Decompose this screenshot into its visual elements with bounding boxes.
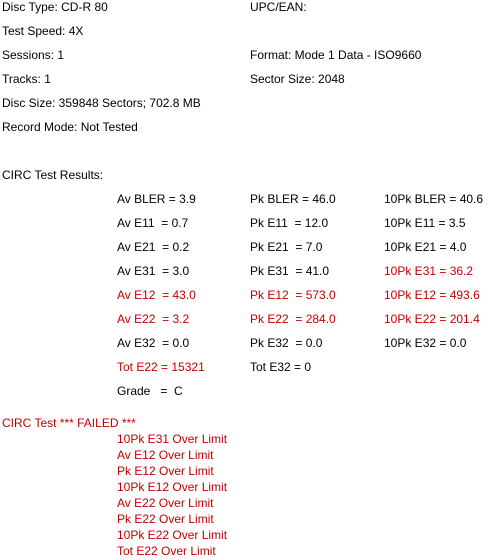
circ-10pk-value: 10Pk BLER = 40.6 — [384, 192, 484, 206]
over-limit-item: Tot E22 Over Limit — [117, 544, 216, 558]
circ-10pk-value: 10Pk E21 = 4.0 — [384, 240, 467, 254]
tracks: Tracks: 1 — [2, 72, 51, 86]
over-limit-item: 10Pk E31 Over Limit — [117, 432, 228, 446]
upc-ean: UPC/EAN: — [250, 0, 307, 14]
circ-av-value: Av E11 = 0.7 — [117, 216, 189, 230]
circ-10pk-value: 10Pk E22 = 201.4 — [384, 312, 480, 326]
circ-av-value: Av E31 = 3.0 — [117, 264, 190, 278]
circ-pk-value: Pk E22 = 284.0 — [250, 312, 336, 326]
circ-pk-value: Pk E31 = 41.0 — [250, 264, 330, 278]
circ-pk-value: Pk E32 = 0.0 — [250, 336, 323, 350]
circ-av-value: Av E21 = 0.2 — [117, 240, 190, 254]
circ-10pk-value: 10Pk E31 = 36.2 — [384, 264, 474, 278]
disc-type: Disc Type: CD-R 80 — [2, 0, 108, 14]
over-limit-item: Pk E12 Over Limit — [117, 464, 214, 478]
sector-size: Sector Size: 2048 — [250, 72, 345, 86]
record-mode: Record Mode: Not Tested — [2, 120, 138, 134]
circ-pk-value: Pk E11 = 12.0 — [250, 216, 329, 230]
circ-heading: CIRC Test Results: — [2, 168, 104, 182]
over-limit-item: Av E12 Over Limit — [117, 448, 214, 462]
over-limit-item: Av E22 Over Limit — [117, 496, 214, 510]
tot-e22: Tot E22 = 15321 — [117, 360, 205, 374]
over-limit-item: Pk E22 Over Limit — [117, 512, 214, 526]
circ-av-value: Av E22 = 3.2 — [117, 312, 190, 326]
grade: Grade = C — [117, 384, 183, 398]
circ-pk-value: Pk E12 = 573.0 — [250, 288, 336, 302]
test-speed: Test Speed: 4X — [2, 24, 84, 38]
format: Format: Mode 1 Data - ISO9660 — [250, 48, 422, 62]
over-limit-item: 10Pk E22 Over Limit — [117, 528, 228, 542]
circ-10pk-value: 10Pk E32 = 0.0 — [384, 336, 467, 350]
tot-e32: Tot E32 = 0 — [250, 360, 312, 374]
circ-10pk-value: 10Pk E11 = 3.5 — [384, 216, 466, 230]
circ-failed-status: CIRC Test *** FAILED *** — [2, 416, 136, 430]
circ-av-value: Av BLER = 3.9 — [117, 192, 196, 206]
circ-av-value: Av E32 = 0.0 — [117, 336, 190, 350]
circ-av-value: Av E12 = 43.0 — [117, 288, 196, 302]
circ-pk-value: Pk E21 = 7.0 — [250, 240, 323, 254]
over-limit-item: 10Pk E12 Over Limit — [117, 480, 228, 494]
circ-pk-value: Pk BLER = 46.0 — [250, 192, 336, 206]
disc-size: Disc Size: 359848 Sectors; 702.8 MB — [2, 96, 201, 110]
sessions: Sessions: 1 — [2, 48, 65, 62]
circ-10pk-value: 10Pk E12 = 493.6 — [384, 288, 480, 302]
